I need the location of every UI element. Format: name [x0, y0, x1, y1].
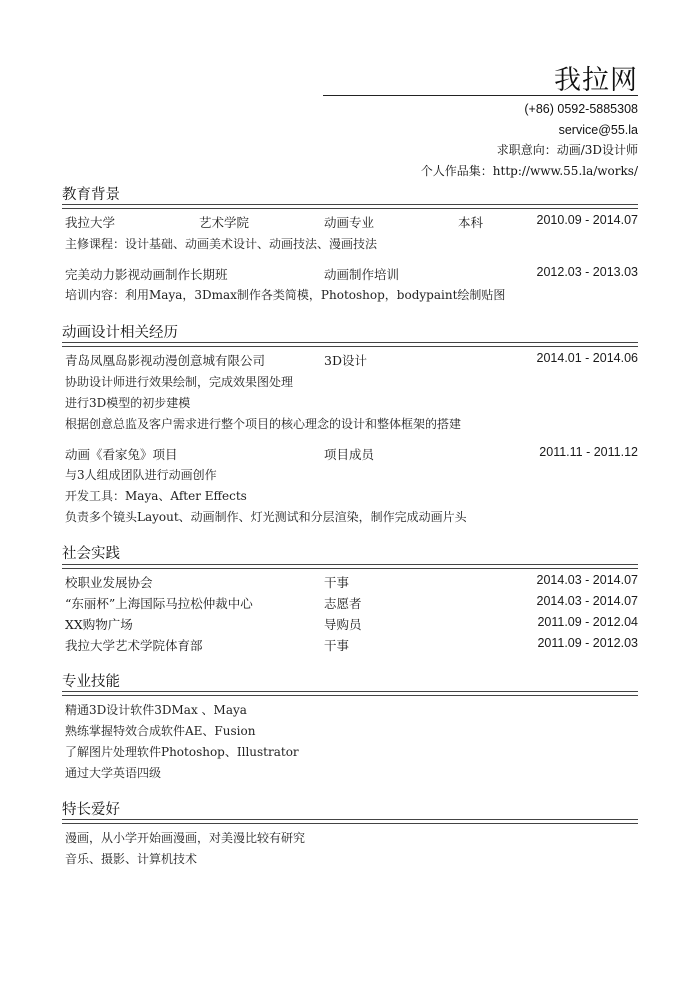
email-address: service@55.la	[558, 122, 638, 137]
phone-number: (+86) 0592-5885308	[524, 102, 638, 116]
social-row	[62, 615, 638, 635]
role-name: 3D设计	[324, 353, 367, 368]
role-name: 干事	[324, 638, 350, 653]
date-range: 2014.01 - 2014.06	[536, 351, 638, 365]
skill-item: 通过大学英语四级	[65, 766, 162, 780]
date-range: 2011.09 - 2012.04	[537, 615, 638, 629]
skill-item: 了解图片处理软件Photoshop、Illustrator	[65, 745, 299, 759]
course-details: 主修课程：设计基础、动画美术设计、动画技法、漫画技法	[65, 237, 378, 251]
experience-detail: 与3人组成团队进行动画创作	[65, 468, 217, 482]
experience-detail: 协助设计师进行效果绘制，完成效果图处理	[65, 375, 294, 389]
applicant-name: 我拉网	[554, 65, 638, 96]
section-divider	[62, 564, 638, 569]
school-name: 完美动力影视动画制作长期班	[65, 267, 228, 282]
hobby-item: 漫画，从小学开始画漫画，对美漫比较有研究	[65, 831, 306, 845]
education-row	[62, 265, 638, 285]
experience-row	[62, 445, 638, 465]
date-range: 2014.03 - 2014.07	[536, 573, 638, 587]
social-row	[62, 636, 638, 656]
experience-detail: 进行3D模型的初步建模	[65, 396, 191, 410]
section-divider	[62, 204, 638, 209]
section-title-skills: 专业技能	[62, 674, 120, 690]
training-details: 培训内容：利用Maya，3Dmax制作各类简模，Photoshop，bodypaint绘制贴图	[65, 288, 506, 302]
school-name: 我拉大学	[65, 215, 116, 230]
organization-name: “东丽杯”上海国际马拉松仲裁中心	[65, 596, 253, 611]
skill-item: 熟练掌握特效合成软件AE、Fusion	[65, 724, 256, 738]
experience-detail: 负责多个镜头Layout、动画制作、灯光测试和分层渲染，制作完成动画片头	[65, 510, 467, 524]
section-title-social: 社会实践	[62, 546, 120, 562]
section-title-education: 教育背景	[62, 187, 120, 203]
experience-row	[62, 351, 638, 371]
section-divider	[62, 342, 638, 347]
role-name: 导购员	[324, 617, 362, 632]
date-range: 2010.09 - 2014.07	[536, 213, 638, 227]
organization-name: 青岛凤凰岛影视动漫创意城有限公司	[65, 353, 266, 368]
role-name: 项目成员	[324, 447, 375, 462]
hobby-item: 音乐、摄影、计算机技术	[65, 852, 198, 866]
role-name: 干事	[324, 575, 350, 590]
degree-name: 本科	[458, 215, 484, 230]
skill-item: 精通3D设计软件3DMax 、Maya	[65, 703, 247, 717]
experience-detail: 开发工具：Maya、After Effects	[65, 489, 247, 503]
education-row	[62, 213, 638, 233]
job-intent: 求职意向：动画/3D设计师	[496, 143, 638, 157]
portfolio-link: 个人作品集：http://www.55.la/works/	[420, 163, 638, 178]
major-name: 动画专业	[324, 215, 375, 230]
date-range: 2014.03 - 2014.07	[536, 594, 638, 608]
name-divider	[323, 95, 638, 96]
social-row	[62, 594, 638, 614]
college-name: 艺术学院	[199, 215, 250, 230]
date-range: 2011.11 - 2011.12	[539, 445, 638, 459]
organization-name: 校职业发展协会	[65, 575, 153, 590]
section-title-hobbies: 特长爱好	[62, 802, 120, 818]
major-name: 动画制作培训	[324, 267, 400, 282]
section-divider	[62, 819, 638, 824]
date-range: 2012.03 - 2013.03	[536, 265, 638, 279]
experience-detail: 根据创意总监及客户需求进行整个项目的核心理念的设计和整体框架的搭建	[65, 417, 462, 431]
social-row	[62, 573, 638, 593]
organization-name: 我拉大学艺术学院体育部	[65, 638, 203, 653]
section-divider	[62, 691, 638, 696]
organization-name: XX购物广场	[65, 617, 133, 632]
section-title-experience: 动画设计相关经历	[62, 325, 178, 341]
contact-block	[421, 99, 638, 181]
date-range: 2011.09 - 2012.03	[537, 636, 638, 650]
role-name: 志愿者	[324, 596, 362, 611]
organization-name: 动画《看家兔》项目	[65, 447, 178, 462]
